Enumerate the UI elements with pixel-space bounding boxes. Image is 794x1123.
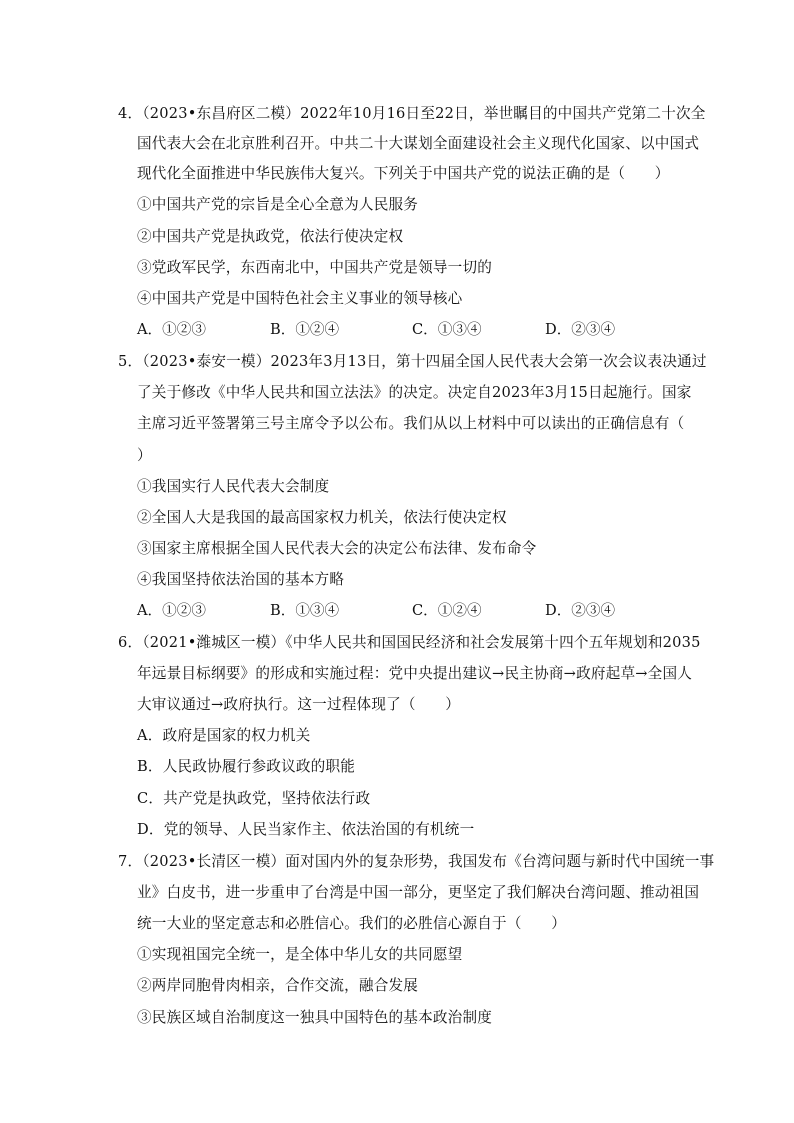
q6-option-d[interactable]: D．党的领导、人民当家作主、依法治国的有机统一 bbox=[137, 821, 475, 838]
q4-stem-line-3: 现代化全面推进中华民族伟大复兴。下列关于中国共产党的说法正确的是（ ） bbox=[137, 165, 670, 182]
q5-option-c[interactable]: C．①②④ bbox=[412, 602, 482, 619]
q4-option-b[interactable]: B．①②④ bbox=[270, 321, 340, 338]
q4-stem-line-1: 4．（2023•东昌府区二模）2022年10月16日至22日，举世瞩目的中国共产党第二十次全 bbox=[118, 105, 706, 122]
q7-stem-line-1: 7．（2023•长清区一模）面对国内外的复杂形势，我国发布《台湾问题与新时代中国统一事 bbox=[118, 853, 715, 870]
q7-stem-line-2: 业》白皮书，进一步重申了台湾是中国一部分，更坚定了我们解决台湾问题、推动祖国 bbox=[137, 884, 700, 901]
q4-options bbox=[137, 320, 657, 340]
q6-stem-line-2: 年远景目标纲要》的形成和实施过程：党中央提出建议→民主协商→政府起草→全国人 bbox=[137, 665, 693, 682]
q4-option-c[interactable]: C．①③④ bbox=[412, 321, 482, 338]
q5-item-1: ①我国实行人民代表大会制度 bbox=[137, 478, 330, 495]
q4-item-3: ③党政军民学，东西南北中，中国共产党是领导一切的 bbox=[137, 259, 493, 276]
q5-option-a[interactable]: A．①②③ bbox=[137, 602, 206, 619]
q5-item-3: ③国家主席根据全国人民代表大会的决定公布法律、发布命令 bbox=[137, 540, 537, 557]
q4-option-d[interactable]: D．②③④ bbox=[545, 321, 616, 338]
q6-option-a[interactable]: A．政府是国家的权力机关 bbox=[137, 727, 311, 744]
q6-option-b[interactable]: B．人民政协履行参政议政的职能 bbox=[137, 758, 356, 775]
q5-stem-line-1: 5．（2023•泰安一模）2023年3月13日，第十四届全国人民代表大会第一次会议表决通过 bbox=[118, 353, 707, 370]
q5-stem-line-4: ） bbox=[137, 447, 152, 464]
q4-item-2: ②中国共产党是执政党，依法行使决定权 bbox=[137, 228, 404, 245]
q5-stem-line-3: 主席习近平签署第三号主席令予以公布。我们从以上材料中可以读出的正确信息有（ bbox=[137, 415, 685, 432]
q6-stem-line-3: 大审议通过→政府执行。这一过程体现了（ ） bbox=[137, 696, 461, 713]
q5-item-2: ②全国人大是我国的最高国家权力机关，依法行使决定权 bbox=[137, 509, 507, 526]
q5-options bbox=[137, 601, 657, 621]
q5-stem-line-2: 了关于修改《中华人民共和国立法法》的决定。决定自2023年3月15日起施行。国家 bbox=[137, 384, 692, 401]
q4-option-a[interactable]: A．①②③ bbox=[137, 321, 206, 338]
q5-option-b[interactable]: B．①③④ bbox=[270, 602, 340, 619]
q4-item-1: ①中国共产党的宗旨是全心全意为人民服务 bbox=[137, 196, 419, 213]
q7-item-2: ②两岸同胞骨肉相亲，合作交流，融合发展 bbox=[137, 977, 419, 994]
q4-item-4: ④中国共产党是中国特色社会主义事业的领导核心 bbox=[137, 290, 463, 307]
q5-option-d[interactable]: D．②③④ bbox=[545, 602, 616, 619]
q6-stem-line-1: 6．（2021•潍城区一模）《中华人民共和国国民经济和社会发展第十四个五年规划和2035 bbox=[118, 634, 701, 651]
q7-item-3: ③民族区域自治制度这一独具中国特色的基本政治制度 bbox=[137, 1009, 493, 1026]
q6-option-c[interactable]: C．共产党是执政党，坚持依法行政 bbox=[137, 790, 371, 807]
q7-item-1: ①实现祖国完全统一，是全体中华儿女的共同愿望 bbox=[137, 946, 463, 963]
q7-stem-line-3: 统一大业的坚定意志和必胜信心。我们的必胜信心源自于（ ） bbox=[137, 915, 567, 932]
q4-stem-line-2: 国代表大会在北京胜利召开。中共二十大谋划全面建设社会主义现代化国家、以中国式 bbox=[137, 135, 700, 152]
q5-item-4: ④我国坚持依法治国的基本方略 bbox=[137, 571, 345, 588]
